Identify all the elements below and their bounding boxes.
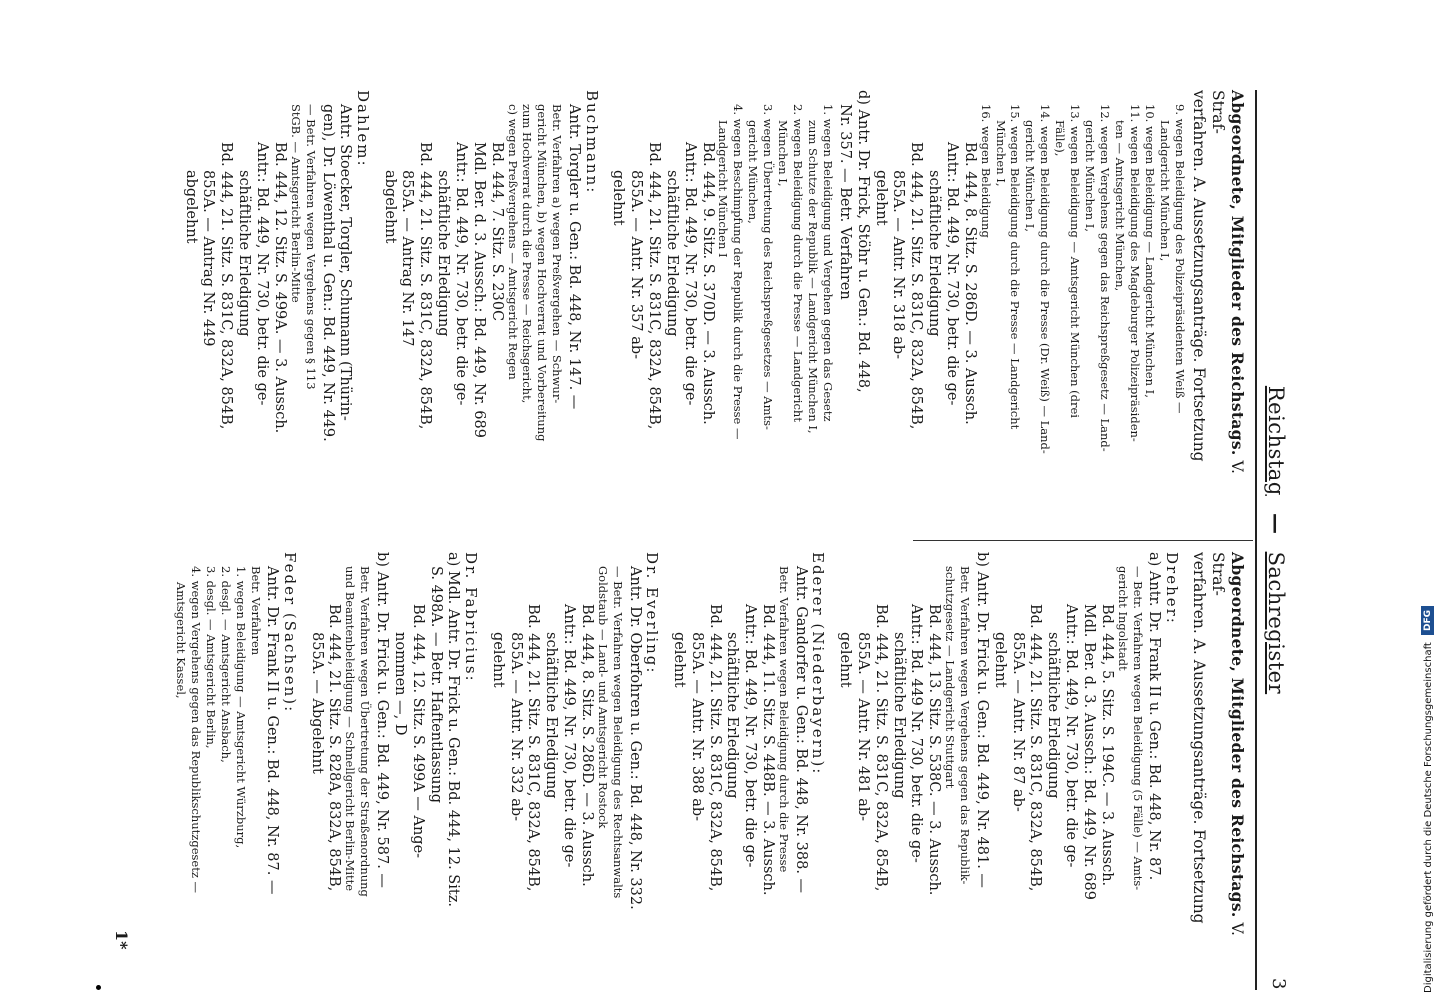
entry-line: schäftliche Erledigung <box>236 170 253 337</box>
entry-line: 1. wegen Beleidigung und Vergehen gegen das Gesetz <box>821 104 836 422</box>
entry-line: zum Hochverrat durch die Presse — Reichsgericht, <box>520 104 535 404</box>
entry-line: Landgericht München I, <box>1157 120 1172 262</box>
running-head-right: Sachregister <box>1264 551 1288 695</box>
entry-line: München I, <box>993 120 1008 187</box>
entry-line: Antr. Dr. Frank II u. Gen.: Bd. 448, Nr. 87. — <box>264 566 281 895</box>
entry-line: Bd. 444, 9. Sitz. S. 370D. — 3. Aussch. <box>699 142 716 425</box>
entry-line: Betr. Verfahren a) wegen Preßvergehen — Schwur- <box>550 104 565 404</box>
entry-line: 14. wegen Beleidigung durch die Presse (Dr. Weiß) — Land- <box>1038 104 1053 454</box>
column-left <box>181 90 1247 510</box>
entry-line: Dr. Everling: <box>643 552 662 675</box>
entry-line: gelehnt <box>489 632 506 688</box>
entry-line: Antr. Dr. Oberfohren u. Gen.: Bd. 448, Nr. 332. <box>626 566 643 910</box>
entry-line: 1. wegen Beleidigung — Amtsgericht Würzburg, <box>233 566 248 849</box>
running-head-left: Reichstag <box>1264 385 1288 496</box>
column-right-heading <box>1189 552 1247 972</box>
entry-line: 855A. — Antr. Nr. 357 ab- <box>628 170 645 360</box>
entry-line: München I, <box>776 120 791 187</box>
entry-line: 855A. — Antr. Nr. 332 ab- <box>507 632 524 822</box>
entry-line: Antr. Stoecker, Torgler, Schumann (Thürin- <box>337 104 354 421</box>
entry-line: Bd. 444, 21. Sitz. S. 831C, 832A, 854B, <box>417 142 434 430</box>
entry-line: Bd. 444, 12. Sitz. S. 499A. — 3. Aussch. <box>271 142 288 434</box>
entry-line: — Betr. Verfahren wegen Beleidigung des Rechtsanwalts <box>610 566 625 899</box>
entry-line: 855A. — Antr. Nr. 318 ab- <box>890 170 907 360</box>
entry-line: Goldstaub — Land- und Amtsgericht Rostock <box>595 566 610 829</box>
entry-line: Bd. 444, 21. Sitz. S. 831C, 832A, 854B, <box>706 604 723 892</box>
entry-line: Bd. 444, 5. Sitz. S. 194C. — 3. Aussch. <box>1098 604 1115 887</box>
column-right-heading-bold: Abgeordnete, Mitglieder des Reichstags. <box>1228 552 1247 918</box>
entry-line: nommen —, D <box>392 632 408 736</box>
entry-line: Dr. Fabricius: <box>461 552 480 683</box>
column-left-entries <box>181 90 1187 510</box>
entry-line: 13. wegen Beleidigung — Amtsgericht München (drei <box>1068 104 1083 418</box>
entry-line: 11. wegen Beleidigung des Magdeburger Polizeipräsiden- <box>1128 104 1142 442</box>
running-head-title <box>1264 90 1289 990</box>
entry-line: b) Antr. Dr. Frick u. Gen.: Bd. 449, Nr. 481. — <box>973 552 990 888</box>
entry-line: abgelehnt <box>182 170 199 244</box>
entry-line: gen), Dr. Löwenthal u. Gen.: Bd. 449, Nr. 449. <box>319 104 336 442</box>
digitization-credit-text-wrap <box>1418 8 1434 993</box>
entry-line: 2. desgl. — Amtsgericht Ansbach, <box>218 566 233 763</box>
entry-line: und Beamtenbeleidigung — Schnellgericht Berlin-Mitte <box>343 566 358 892</box>
entry-line: Antr.: Bd. 449, Nr. 730, betr. die ge- <box>452 142 469 406</box>
entry-line: 15. wegen Beleidigung durch die Presse — Landgericht <box>1008 104 1023 430</box>
entry-line: S. 498A. — Betr. Haftentlassung <box>427 566 444 804</box>
entry-line: gelehnt <box>872 170 889 226</box>
entry-line: 855A. — Antrag Nr. 147 <box>399 170 416 347</box>
entry-line: schäftliche Erledigung <box>890 632 907 799</box>
entry-line: 10. wegen Beleidigung — Landgericht München I, <box>1142 104 1157 398</box>
rotated-scan-page <box>61 90 1291 990</box>
entry-line: Mdl. Ber. d. 3. Aussch.: Bd. 449, Nr. 689 <box>470 142 487 438</box>
entry-line: Dreher: <box>1162 552 1181 625</box>
entry-line: schäftliche Erledigung <box>543 632 560 799</box>
entry-line: Bd. 444, 21. Sitz. S. 828A, 832A, 854B, <box>326 604 343 892</box>
entry-line: d) Antr. Dr. Frick, Stöhr u. Gen.: Bd. 448, <box>854 90 871 393</box>
entry-line: c) wegen Preßvergehens — Amtsgericht Regen <box>505 104 520 380</box>
entry-line: gelehnt <box>837 632 854 688</box>
column-left-heading-bold: Abgeordnete, Mitglieder des Reichstags. <box>1228 90 1247 456</box>
column-right-entries <box>173 552 1181 972</box>
digitization-credit-text: Digitalisierung gefördert durch die Deutsche Forschungsgemeinschaft <box>1423 642 1434 993</box>
margin-dot <box>96 985 101 990</box>
entry-line: gericht München I, <box>1083 120 1098 232</box>
entry-line: Antr.: Bd. 449, Nr. 730, betr. die ge- <box>561 604 578 868</box>
entry-line: 855A. — Antr. Nr. 87 ab- <box>1009 632 1026 812</box>
entry-line: gelehnt <box>610 170 627 226</box>
entry-line: 12. wegen Vergehens gegen das Reichspreßgesetz — Land- <box>1098 104 1113 452</box>
entry-line: 855A. — Antr. Nr. 388 ab- <box>688 632 705 822</box>
entry-line: Mdl. Ber. d. 3. Aussch.: Bd. 449, Nr. 689 <box>1080 604 1097 900</box>
entry-line: gericht München, b) wegen Hochverrat und Vorbereitung <box>535 104 550 442</box>
entry-line: — Betr. Verfahren wegen Beleidigung (5 Fälle) — Amts- <box>1130 566 1145 891</box>
running-head <box>1261 90 1291 990</box>
entry-line: 855A. — Antrag Nr. 449 <box>200 170 217 347</box>
page-number: 3 <box>1268 978 1289 990</box>
entry-line: Betr. Verfahren <box>248 566 263 656</box>
entry-line: schäftliche Erledigung <box>435 170 452 337</box>
entry-line: 4. wegen Vergehens gegen das Republikschutzgesetz — <box>188 566 203 894</box>
entry-line: Betr. Verfahren wegen Übertretung der Straßenordnung <box>358 566 373 897</box>
column-right-heading-line2: verfahren. A. Aussetzungsanträge. Fortsetzung <box>1189 552 1208 924</box>
entry-line: 3. wegen Übertretung des Reichspreßgesetzes — Amts- <box>761 104 776 430</box>
entry-line: Antr.: Bd. 449, Nr. 730, betr. die ge- <box>253 142 270 406</box>
entry-line: gelehnt <box>991 632 1008 688</box>
column-left-heading-line2: verfahren. A. Aussetzungsanträge. Fortsetzung <box>1189 90 1208 462</box>
entry-line: a) Antr. Dr. Frank II u. Gen.: Bd. 448, Nr. 87. <box>1146 552 1163 881</box>
entry-line: — Betr. Verfahren wegen Vergehens gegen § 113 <box>303 104 318 390</box>
entry-line: Antr.: Bd. 449, Nr. 730, betr. die ge- <box>943 142 960 406</box>
signature-mark: 1* <box>112 930 131 950</box>
entry-line: zum Schutze der Republik — Landgericht München I, <box>806 120 821 434</box>
entry-line: Bd. 444, 11. Sitz. S. 448B. — 3. Aussch. <box>760 604 776 896</box>
entry-line: Bd. 444, 21. Sitz. S. 831C, 832A, 854B, <box>1027 604 1044 892</box>
entry-line: b) Antr. Dr. Frick u. Gen.: Bd. 449, Nr. 587. — <box>374 552 391 888</box>
entry-line: gericht München, <box>746 120 761 224</box>
entry-line: Bd. 444, 21. Sitz. S. 831C, 832A, 854B, <box>218 142 235 430</box>
entry-line: 4. wegen Beschimpfung der Republik durch die Presse — <box>731 104 746 440</box>
entry-line: Fälle), <box>1053 120 1068 157</box>
entry-line: 9. wegen Beleidigung des Polizeipräsidenten Weiß — <box>1172 104 1187 414</box>
entry-line: schutzgesetz — Landgericht Stuttgart <box>943 566 958 789</box>
entry-line: Bd. 444, 8. Sitz. S. 286D. — 3. Aussch. <box>961 142 978 425</box>
entry-line: Buchmann: <box>582 90 601 195</box>
entry-line: Antr.: Bd. 449, Nr. 730, betr. die ge- <box>681 142 698 406</box>
entry-line: Bd. 444, 21. Sitz. S. 831C, 832A, 854B, <box>525 604 542 892</box>
entry-line: Bd. 444, 21. Sitz. S. 831C, 832A, 854B, <box>646 142 663 430</box>
entry-line: 855A. — Antr. Nr. 481 ab- <box>854 632 871 822</box>
entry-line: Antr.: Bd. 449, Nr. 730, betr. die ge- <box>742 604 759 868</box>
dfg-logo: DFG <box>1421 606 1434 635</box>
header-rule <box>1255 90 1257 990</box>
entry-line: Bd. 444, 21. Sitz. S. 831C, 832A, 854B, <box>872 604 889 892</box>
entry-line: Antr. Gandorfer u. Gen.: Bd. 448, Nr. 388. — <box>792 566 809 894</box>
entry-line: Nr. 357. — Betr. Verfahren <box>836 104 853 300</box>
column-left-heading <box>1189 90 1247 510</box>
running-head-dash: — <box>1264 512 1289 535</box>
entry-line: gericht Ingolstadt <box>1115 566 1130 671</box>
entry-line: Landgericht München I <box>716 120 731 258</box>
entry-line: Bd. 444, 21. Sitz. S. 831C, 832A, 854B, <box>908 142 925 430</box>
entry-line: 16. wegen Beleidigung <box>978 104 993 238</box>
entry-line: 3. desgl. — Amtsgericht Berlin, <box>203 566 218 749</box>
entry-line: Dahlem: <box>353 90 372 168</box>
entry-line: 855A. — Abgelehnt <box>308 632 325 774</box>
entry-line: schäftliche Erledigung <box>663 170 680 337</box>
column-right <box>173 552 1247 972</box>
column-right-heading-rest: V. Straf- <box>1208 552 1246 936</box>
entry-line: schäftliche Erledigung <box>926 170 943 337</box>
entry-line: schäftliche Erledigung <box>1045 632 1062 799</box>
entry-line: gelehnt <box>670 632 687 688</box>
entry-line: Ederer (Niederbayern): <box>809 552 828 776</box>
column-left-heading-rest: V. Straf- <box>1208 90 1246 474</box>
digitization-credit <box>1418 8 1434 993</box>
entry-line: abgelehnt <box>381 170 398 244</box>
entry-line: Antr.: Bd. 449 Nr. 730, betr. die ge- <box>908 604 925 863</box>
entry-line: StGB. — Amtsgericht Berlin-Mitte <box>288 104 303 303</box>
entry-line: Antr. Torgler u. Gen.: Bd. 448, Nr. 147. — <box>566 104 583 410</box>
entry-line: Bd. 444, 12. Sitz. S. 499A — Ange- <box>409 604 426 859</box>
entry-line: schäftliche Erledigung <box>724 632 741 799</box>
entry-line: a) Mdl. Antr. Dr. Frick u. Gen.: Bd. 444, 12. Sitz. <box>445 552 462 907</box>
entry-line: Betr. Verfahren wegen Vergehens gegen das Republik- <box>958 566 973 885</box>
entry-line: gericht München I, <box>1023 120 1038 232</box>
entry-line: Amtsgericht Kassel, <box>173 582 188 699</box>
column-divider <box>913 540 1253 541</box>
entry-line: Bd. 444, 8. Sitz. S. 286D. — 3. Aussch. <box>578 604 595 887</box>
entry-line: Betr. Verfahren wegen Beleidigung durch die Presse <box>776 566 791 873</box>
entry-line: Feder (Sachsen): <box>280 552 299 714</box>
entry-line: Antr.: Bd. 449, Nr. 730, betr. die ge- <box>1063 604 1080 868</box>
entry-line: Bd. 444, 13. Sitz. S. 538C. — 3. Aussch. <box>926 604 943 896</box>
entry-line: ten — Amtsgericht München, <box>1113 120 1128 292</box>
entry-line: Bd. 444, 7. Sitz. S. 230C <box>488 142 505 322</box>
entry-line: 2. wegen Beleidigung durch die Presse — Landgericht <box>791 104 806 422</box>
